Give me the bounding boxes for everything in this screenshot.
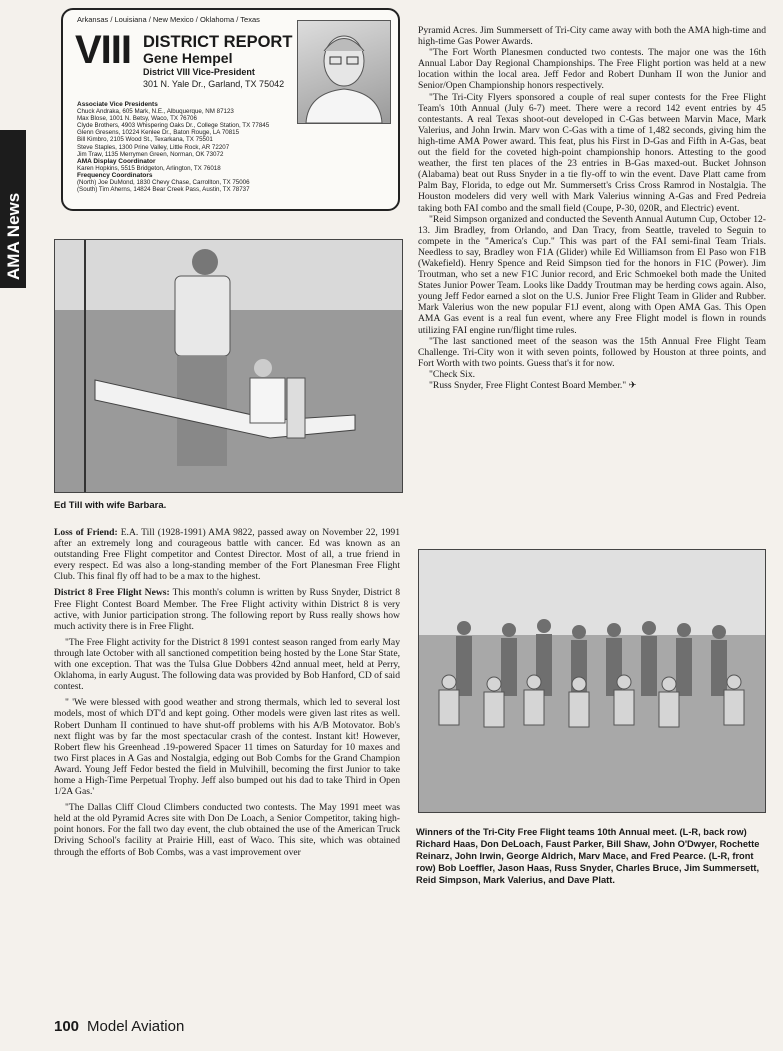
avp-heading: Associate Vice Presidents [77, 101, 158, 108]
paragraph-text: This month's column is written by Russ Snyder, District 8 Free Flight Contest Board Member. The Free Flight activity within District 8 is very active, with Junior participation strong. The following report by Russ really shows how much activity there is in Free Flight. [54, 587, 400, 632]
paragraph: Pyramid Acres. Jim Summersett of Tri-City came away with both the AMA high-time and high-time Gas Power Awards. [418, 25, 766, 48]
contact-line: Glenn Gresens, 10224 Kenlee Dr., Baton Rouge, LA 70815 [77, 129, 240, 137]
photo2-caption: Winners of the Tri-City Free Flight teams 10th Annual meet. (L-R, back row) Richard Haas, Don DeLoach, Faust Parker, Bill Shaw, John O'Dwyer, Rochette Reinarz, John Irwin, George Aldrich, Marv Mace, and Fred Pearce. (L-R, front row) Bob Loeffler, Jason Haas, Russ Snyder, Charles Bruce, Jim Summersett, Reid Simpson, Mark Valerius, and Dave Platt. [416, 827, 760, 885]
section-tab-label: AMA News [4, 192, 23, 280]
contact-line: Bill Kimbro, 2105 Wood St., Texarkana, TX 75501 [77, 136, 213, 144]
contact-line: Chuck Andraka, 605 Mark, N.E., Albuquerque, NM 87123 [77, 108, 234, 116]
paragraph-text: E.A. Till (1928-1991) AMA 9822, passed away on November 22, 1991 after an extremely long and courageous battle with cancer. Ed was known as an outstanding Free Flight competitor and Contest Director. Most of all, a true friend in every respect. Ed was also a long-standing member of the Fort Planesman Free Flight Club. This final fly off had to be a max to the highest. [54, 527, 401, 583]
contact-line: (South) Tim Aherns, 14824 Bear Creek Pass, Austin, TX 78737 [77, 186, 250, 194]
paragraph: "The last sanctioned meet of the season was the 15th Annual Free Flight Team Challenge. Tri-City won it with seven points, followed by Houston at three points, and Fort Worth with two points. Guess that's it for now. [418, 335, 766, 369]
photo-ed-till [54, 239, 403, 493]
page-footer [54, 1018, 184, 1035]
photo1-caption: Ed Till with wife Barbara. [54, 500, 167, 511]
paragraph: "The Dallas Cliff Cloud Climbers conducted two contests. The May 1991 meet was held at the old Pyramid Acres site with Don De Loach, a Senior Competitor, taking high-point honors. For the fall two day event, the club obtained the use of the American Truck Driving School's facility at Prairie Hill, east of Waco. This site, which was obtained through the efforts of Bob Combs, was a vast improvement over [54, 802, 400, 858]
author-role: District VIII Vice-President [143, 67, 255, 77]
paragraph: " 'We were blessed with good weather and strong thermals, which led to several lost models, most of which DT'd and kept going. Other models were given last rites as well. Robert Dunham II continued to have shut-off problems with his A/B Motovator. Bob's next flight was by far the most spectacular crash of the contest. Instant kit! However, Robert flew his Greenhead .19-powered Spacer 11 times on Saturday for 10 maxes and two First places in A Gas and Nostalgia, edging out Bob Combs for the Grand Champion Award. Young Jeff Fedor bested the field in Mulvihill, becoming the first Junior to take home a High-Time Perpetual Trophy. Jeff also bumped out his dad to take Third in Open 1/2A Gas.' [54, 697, 400, 798]
contact-list [77, 101, 322, 193]
section-tab [0, 130, 26, 288]
author-name: Gene Hempel [143, 50, 233, 66]
paragraph-lead: District 8 Free Flight News: [54, 587, 170, 599]
states-line: Arkansas / Louisiana / New Mexico / Oklahoma / Texas [77, 15, 260, 24]
column-right [418, 25, 766, 391]
contact-line: Clyde Brothers, 4903 Whispering Oaks Dr., College Station, TX 77845 [77, 122, 270, 130]
contact-line: Steve Staples, 1300 Prine Valley, Little Rock, AR 72207 [77, 143, 230, 151]
paragraph: "The Tri-City Flyers sponsored a couple of real super contests for the Free Flight Team's 10th Annual (July 6-7) meet. There were a record 142 event entries by 45 contestants. A real Texas shoot-out developed in C-Gas between Marvin Mace, Mark Valerius, and John Irwin. Marv won C-Gas with a time of 1,482 seconds, giving him the high-time AMA Power award. This feat, plus his First in D-Gas and Fifth in A-Gas, beat out the field for the coveted high-point championship honors. Attesting to the good weather, the first ten places of the 23 entries in B-Gas maxed-out. Bucket Johnson (Alabama) beat out Russ Snyder in a tie fly-off to win the event. Dave Platt came from Palm Bay, Florida, to edge out Mr. Summersett's Criss Cross Ramrod in Nostalgia. The Houston modelers did very well with Mark Valerius winning A-Gas and Fred Pedreia taking both FAI combo and the small field (Coupe, P-30, 020R, and Electric) event. [418, 91, 766, 214]
author-portrait [297, 20, 391, 124]
author-address: 301 N. Yale Dr., Garland, TX 75042 [143, 79, 285, 89]
paragraph: "The Free Flight activity for the District 8 1991 contest season ranged from early May through late October with all sanctioned competition being hosted by the Lone Star State, with one exception. That was the Tulsa Glue Dobbers 42nd annual meet, held at Perry, Oklahoma, in early August. The following data was provided by Bob Hanford, CD of said contest. [54, 636, 400, 693]
freq-heading: Frequency Coordinators [77, 171, 153, 179]
photo-group-winners [418, 549, 766, 813]
column-left [54, 527, 400, 863]
paragraph-lead: Loss of Friend: [54, 527, 118, 538]
paragraph: "Reid Simpson organized and conducted the Seventh Annual Autumn Cup, October 12-13. Jim Bradley, from Orlando, and Dan Tracy, from Seattle, traveled to Seguin to compete in the "America's Cup." This was part of the FAI semi-final Team Trials. Needless to say, Bradley won F1A (Glider) while Ed Williamson from El Paso won F1B (Wakefield). Henry Spence and Reid Simpson tied for the honors in F1C (Power). Jim Troutman, who set a new F1C Junior record, and Eric Schmoekel both made the United States Junior Power Team. Looks like Daddy Troutman may be herding cows again. Also, young Jeff Fedor earned a slot on the U.S. Junior Free Flight Team in Glider and Rubber. Mark Valerius won the new popular F1J event, along with Open AMA Gas. This Open AMA Gas event is a real fun event, where any Free Flight model is flown in rounds utilizing FAI engine run/flight time rules. [418, 213, 766, 336]
paragraph [54, 587, 400, 631]
paragraph: "Check Six. [429, 368, 476, 380]
contact-line: Max Blose, 1001 N. Betsy, Waco, TX 76706 [77, 115, 197, 123]
contact-line: (North) Joe DuMond, 1830 Chevy Chase, Carrollton, TX 75006 [77, 179, 250, 187]
page-number: 100 [54, 1018, 80, 1035]
paragraph: "Russ Snyder, Free Flight Contest Board Member." ✈ [429, 380, 637, 391]
report-title: DISTRICT REPORT [143, 33, 293, 51]
paragraph: "The Fort Worth Planesmen conducted two contests. The major one was the 16th Annual Labor Day Regional Championships. The Free Flight portion was held at a new location within the local area. Jeff Fedor and Robert Dunham II won the Junior and Senior/Open Championship honors respectively. [418, 47, 766, 92]
display-heading: AMA Display Coordinator [77, 157, 156, 165]
paragraph [54, 527, 400, 582]
magazine-name: Model Aviation [87, 1018, 185, 1035]
district-numeral: VIII [75, 28, 132, 72]
district-header-box [61, 8, 400, 211]
contact-line: Jim Traw, 1135 Merrymen Green, Norman, OK 73072 [77, 150, 224, 158]
contact-line: Karen Hopkins, 5515 Bridgeton, Arlington, TX 76018 [77, 164, 221, 172]
